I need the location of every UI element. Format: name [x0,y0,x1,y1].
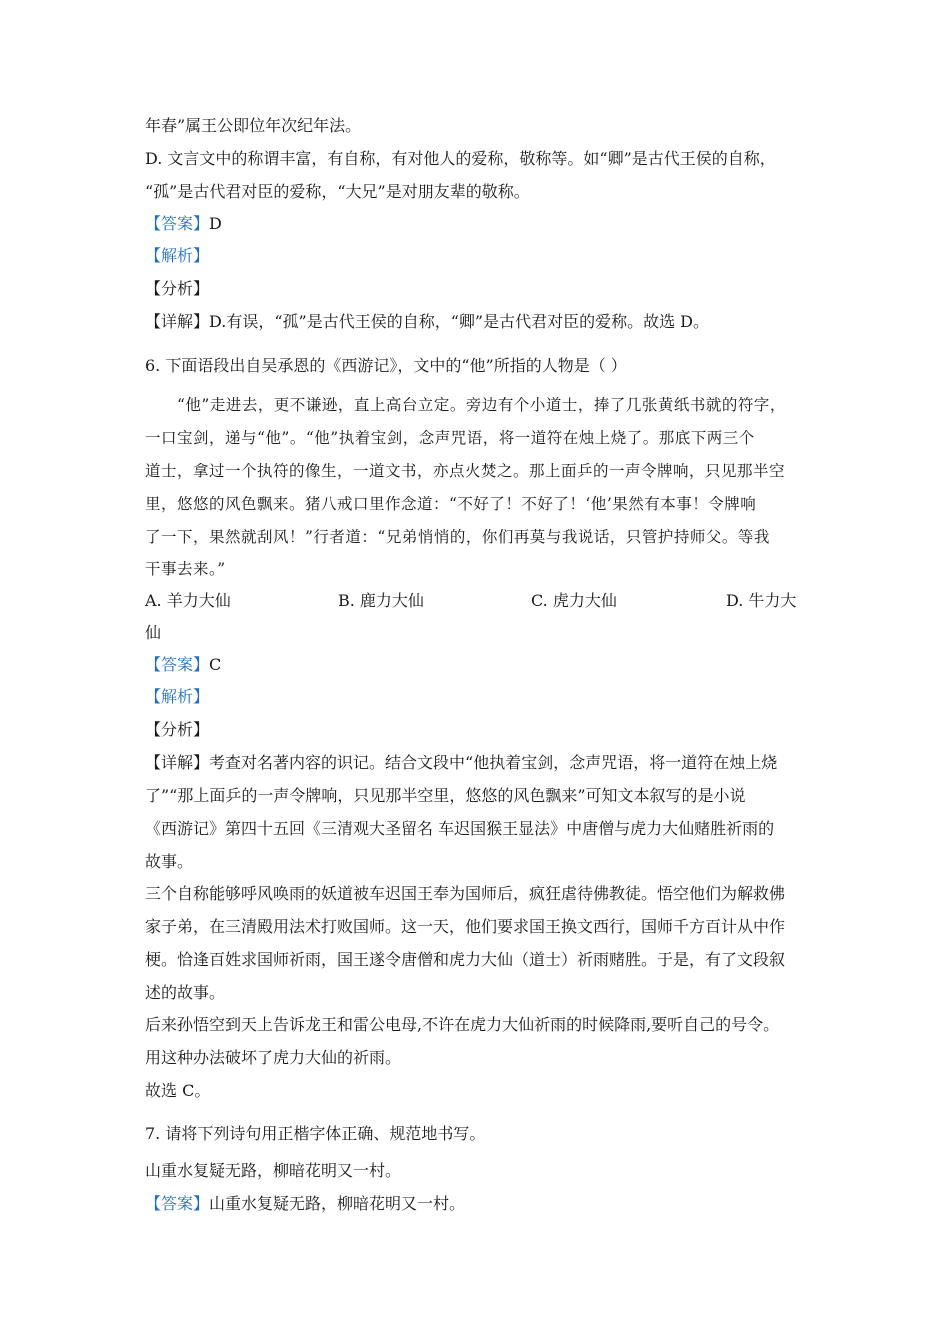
passage-line: 干事去来。” [145,560,226,578]
option-c: C. 虎力大仙 [531,591,617,610]
analysis-tag-line: 【解析】 [145,246,210,265]
option-d-explanation-line: D. 文言文中的称谓丰富，有自称，有对他人的爱称，敬称等。如“卿”是古代王侯的自称， [145,149,776,168]
body-line: 述的故事。 [145,983,226,1002]
answer-value: C [209,655,222,674]
detail-line: 《西游记》第四十五回《三清观大圣留名 车迟国猴王显法》中唐僧与虎力大仙赌胜祈雨的 [145,819,775,838]
passage-line: “他”走进去，更不谦逊，直上高台立定。旁边有个小道士，捧了几张黄纸书就的符字， [177,396,786,414]
option-b: B. 鹿力大仙 [338,591,424,610]
passage-line: 道士，拿过一个执符的像生，一道文书，亦点火焚之。那上面乒的一声令牌响，只见那半空 [145,462,786,480]
answer-value: 山重水复疑无路，柳暗花明又一村。 [209,1194,466,1213]
option-a: A. 羊力大仙 [145,591,231,610]
verse-line: 山重水复疑无路，柳暗花明又一村。 [145,1161,402,1180]
detail-line: 了”“那上面乒的一声令牌响，只见那半空里，悠悠的风色飘来”可知文本叙写的是小说 [145,786,746,805]
passage-line: 一口宝剑，递与“他”。“他”执着宝剑，念声咒语，将一道符在烛上烧了。那底下两三个 [145,429,755,447]
analysis-sub-tag-line: 【分析】 [145,720,210,739]
body-line: 后来孙悟空到天上告诉龙王和雷公电母,不许在虎力大仙祈雨的时候降雨,要听自己的号令。 [145,1015,780,1034]
answer-line [145,654,221,676]
question-7-stem: 7. 请将下列诗句用正楷字体正确、规范地书写。 [145,1124,486,1143]
question-6-stem: 6. 下面语段出自吴承恩的《西游记》，文中的“他”所指的人物是（ ） [145,356,627,375]
answer-value: D [209,214,222,233]
body-line: 家子弟，在三清殿用法术打败国师。这一天，他们要求国王换文西行，国师千方百计从中作 [145,917,786,936]
body-line: 故选 C。 [145,1081,211,1100]
body-line: 用这种办法破坏了虎力大仙的祈雨。 [145,1048,402,1067]
option-d: D. 牛力大 [726,591,797,610]
option-d-wrap: 仙 [145,623,162,642]
answer-tag: 【答案】 [145,214,210,233]
detail-line: 故事。 [145,852,194,871]
analysis-sub-tag-line: 【分析】 [145,279,210,298]
detail-line: 【详解】D.有误，“孤”是古代王侯的自称，“卿”是古代君对臣的爱称。故选 D。 [145,312,709,331]
answer-line [145,213,222,235]
answer-tag: 【答案】 [145,1194,210,1213]
analysis-tag-line: 【解析】 [145,687,210,706]
answer-tag: 【答案】 [145,655,210,674]
body-line: 梗。恰逢百姓求国师祈雨，国王遂令唐僧和虎力大仙（道士）祈雨赌胜。于是，有了文段叙 [145,950,786,969]
passage-line: 里，悠悠的风色飘来。猪八戒口里作念道：“不好了！不好了！‘他’果然有本事！令牌响 [145,495,757,513]
answer-line [145,1193,465,1215]
text-line: 年春”属王公即位年次纪年法。 [145,116,362,135]
detail-line: 【详解】考查对名著内容的识记。结合文段中“他执着宝剑，念声咒语，将一道符在烛上烧 [145,753,778,772]
passage-line: 了一下，果然就刮风！”行者道：“兄弟悄悄的，你们再莫与我说话，只管护持师父。等我 [145,528,770,546]
body-line: 三个自称能够呼风唤雨的妖道被车迟国王奉为国师后，疯狂虐待佛教徒。悟空他们为解救佛 [145,884,786,903]
option-d-explanation-line: “孤”是古代君对臣的爱称，“大兄”是对朋友辈的敬称。 [145,182,530,201]
